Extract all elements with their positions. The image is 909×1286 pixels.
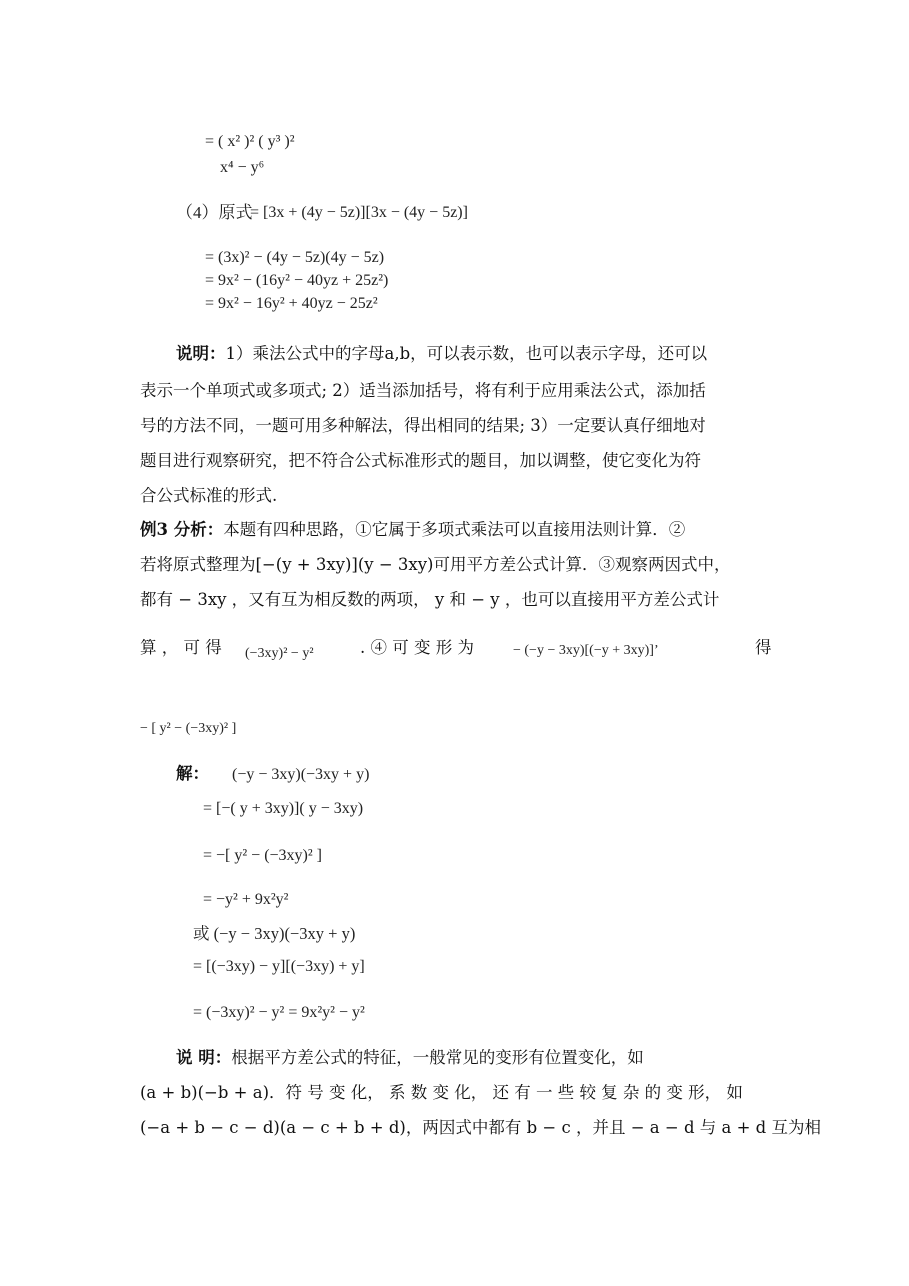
solution-line-2: = [−( y + 3xy)]( y − 3xy): [203, 800, 364, 817]
solution-line-4: = −y² + 9x²y²: [203, 891, 289, 908]
solution-heading: 解：: [176, 764, 209, 783]
example-3-text-1: 本题有四种思路，①它属于多项式乘法可以直接用法则计算．②: [223, 520, 686, 539]
problem-4-label: （4）原式: [176, 203, 253, 222]
note-1-line-2: 表示一个单项式或多项式; 2）适当添加括号，将有利于应用乘法公式，添加括: [140, 381, 706, 400]
example-3-line-2: 若将原式整理为[−(y + 3xy)](y − 3xy)可用平方差公式计算．③观察两因式中，: [140, 555, 731, 574]
example-3-line-4-mid: . ④ 可 变 形 为: [360, 638, 474, 657]
problem-4-expression: = [3x + (4y − 5z)][3x − (4y − 5z)]: [250, 204, 468, 221]
solution-line-1: (−y − 3xy)(−3xy + y): [232, 766, 370, 783]
example-3-expr-b: − (−y − 3xy)[(−y + 3xy)]’: [513, 643, 659, 658]
note-2-line-2: (a + b)(−b + a)．符 号 变 化， 系 数 变 化， 还 有 一 些 较 复 杂 的 变 形， 如: [140, 1083, 743, 1102]
note-1-text-1: 1）乘法公式中的字母a,b，可以表示数，也可以表示字母，还可以: [225, 344, 708, 363]
solution-line-3: = −[ y² − (−3xy)² ]: [203, 847, 322, 864]
example-3-expr-a: (−3xy)² − y²: [245, 646, 314, 661]
note-1-line-3: 号的方法不同，一题可用多种解法，得出相同的结果; 3）一定要认真仔细地对: [140, 416, 706, 435]
note-2-line-1: [176, 1050, 816, 1067]
math-line-5: = 9x² − (16y² − 40yz + 25z²): [205, 272, 389, 289]
note-2-text-1: 根据平方差公式的特征，一般常见的变形有位置变化，如: [231, 1048, 644, 1067]
math-line-2: x⁴ − y⁶: [220, 159, 265, 176]
math-line-4: = (3x)² − (4y − 5z)(4y − 5z): [205, 249, 385, 266]
example-3-heading: 例3 分析：: [140, 520, 224, 539]
example-3-line-4-end: 得: [755, 638, 772, 657]
note-2-line-3: (−a + b − c − d)(a − c + b + d)，两因式中都有 b − c ，并且 − a − d 与 a + d 互为相: [140, 1118, 821, 1137]
example-3-line-1: [140, 522, 780, 539]
note-1-lead: 说明：: [176, 344, 226, 363]
note-1-line-5: 合公式标准的形式.: [140, 486, 278, 505]
math-line-6: = 9x² − 16y² + 40yz − 25z²: [205, 295, 378, 312]
solution-line-6: = [(−3xy) − y][(−3xy) + y]: [193, 958, 365, 975]
example-3-line-5: − [ y² − (−3xy)² ]: [140, 721, 237, 736]
example-3-line-3: 都有 − 3xy ，又有互为相反数的两项， y 和 − y ，也可以直接用平方差公式计: [140, 590, 720, 609]
note-2-lead: 说 明：: [176, 1048, 232, 1067]
solution-line-7: = (−3xy)² − y² = 9x²y² − y²: [193, 1004, 365, 1021]
note-1-line-4: 题目进行观察研究，把不符合公式标准形式的题目，加以调整，使它变化为符: [140, 451, 701, 470]
math-line-1: = ( x² )² ( y³ )²: [205, 133, 295, 150]
solution-line-5: 或 (−y − 3xy)(−3xy + y): [193, 924, 356, 943]
note-1-line-1: [176, 346, 816, 363]
example-3-line-4-start: 算 ， 可 得: [140, 638, 222, 657]
